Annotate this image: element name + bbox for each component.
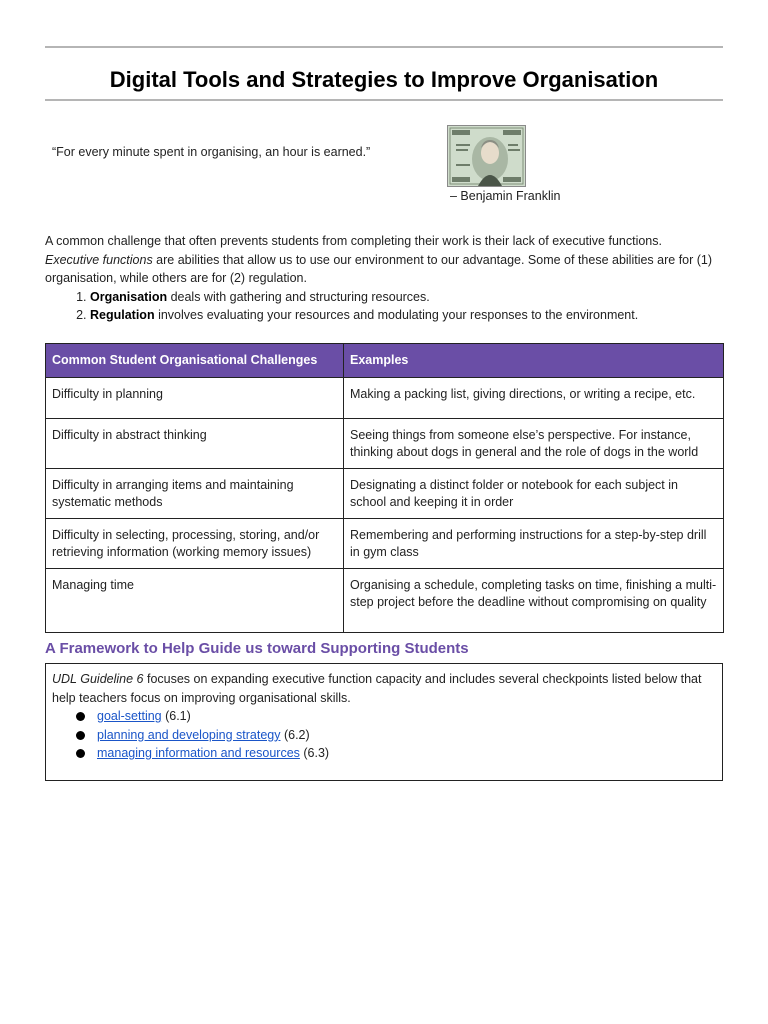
bullet-icon (76, 731, 85, 740)
framework-box (45, 663, 723, 781)
intro-paragraph (45, 251, 735, 288)
list-item (52, 707, 716, 726)
udl-guideline-term: UDL Guideline 6 (52, 672, 144, 686)
list-item (52, 726, 716, 745)
checkpoint-list (52, 707, 716, 763)
table-cell-example: Designating a distinct folder or notebook for each subject in school and keeping it in order (344, 469, 724, 519)
table-header-row (46, 344, 724, 378)
intro-line-2: are abilities that allow us to use our environment to our advantage. Some of these abilities are for (1) organisation, while others are for (2) regulation. (45, 252, 713, 285)
intro-section (45, 232, 735, 325)
table-cell-challenge: Difficulty in arranging items and maintaining systematic methods (46, 469, 344, 519)
quote-attribution: – Benjamin Franklin (450, 189, 561, 203)
table-row (46, 419, 724, 469)
table-cell-challenge: Difficulty in abstract thinking (46, 419, 344, 469)
top-rule (45, 46, 723, 48)
checkpoint-code: (6.3) (299, 746, 330, 760)
table-cell-example: Making a packing list, giving directions, or writing a recipe, etc. (344, 378, 724, 419)
list-item-text: involves evaluating your resources and modulating your responses to the environment. (154, 308, 639, 322)
table-cell-example: Organising a schedule, completing tasks on time, finishing a multi-step project before the deadline without compromising on quality (344, 569, 724, 633)
list-item (90, 306, 735, 325)
executive-functions-term: Executive functions (45, 252, 153, 267)
list-item-term: Regulation (90, 308, 155, 322)
planning-strategy-link[interactable]: planning and developing strategy (97, 727, 281, 742)
checkpoint-code: (6.2) (280, 727, 310, 742)
list-item-term: Organisation (90, 289, 168, 304)
executive-function-list (45, 288, 735, 325)
table-cell-challenge: Managing time (46, 569, 344, 633)
banknote-portrait-image (447, 125, 526, 187)
table-cell-example: Seeing things from someone else’s perspective. For instance, thinking about dogs in general and the role of dogs in the world (344, 419, 724, 469)
page-title: Digital Tools and Strategies to Improve Organisation (109, 67, 659, 92)
title-rule (45, 99, 723, 101)
framework-heading: A Framework to Help Guide us toward Supporting Students (45, 640, 469, 657)
table-header-challenges: Common Student Organisational Challenges (46, 344, 344, 378)
table-row (46, 569, 724, 633)
goal-setting-link[interactable]: goal-setting (97, 709, 162, 723)
table-header-examples: Examples (344, 344, 724, 378)
portrait-illustration (448, 126, 525, 186)
framework-description (52, 670, 716, 707)
managing-information-link[interactable]: managing information and resources (97, 746, 300, 760)
table-row (46, 378, 724, 419)
checkpoint-code: (6.1) (161, 709, 191, 723)
list-item (52, 744, 716, 763)
table-row (46, 469, 724, 519)
intro-line-1: A common challenge that often prevents students from completing their work is their lack of executive functions. (45, 234, 662, 248)
bullet-icon (76, 712, 85, 721)
table-cell-challenge: Difficulty in selecting, processing, storing, and/or retrieving information (working memory issues) (46, 519, 344, 569)
quote-text: “For every minute spent in organising, an hour is earned.” (52, 145, 371, 159)
framework-description-text: focuses on expanding executive function capacity and includes several checkpoints listed below that help teachers focus on improving organisational skills. (52, 672, 702, 705)
table-cell-example: Remembering and performing instructions for a step-by-step drill in gym class (344, 519, 724, 569)
bullet-icon (76, 749, 85, 758)
list-item (90, 288, 735, 307)
table-row (46, 519, 724, 569)
challenges-table (45, 343, 724, 633)
list-item-text: deals with gathering and structuring resources. (167, 289, 430, 304)
table-cell-challenge: Difficulty in planning (46, 378, 344, 419)
